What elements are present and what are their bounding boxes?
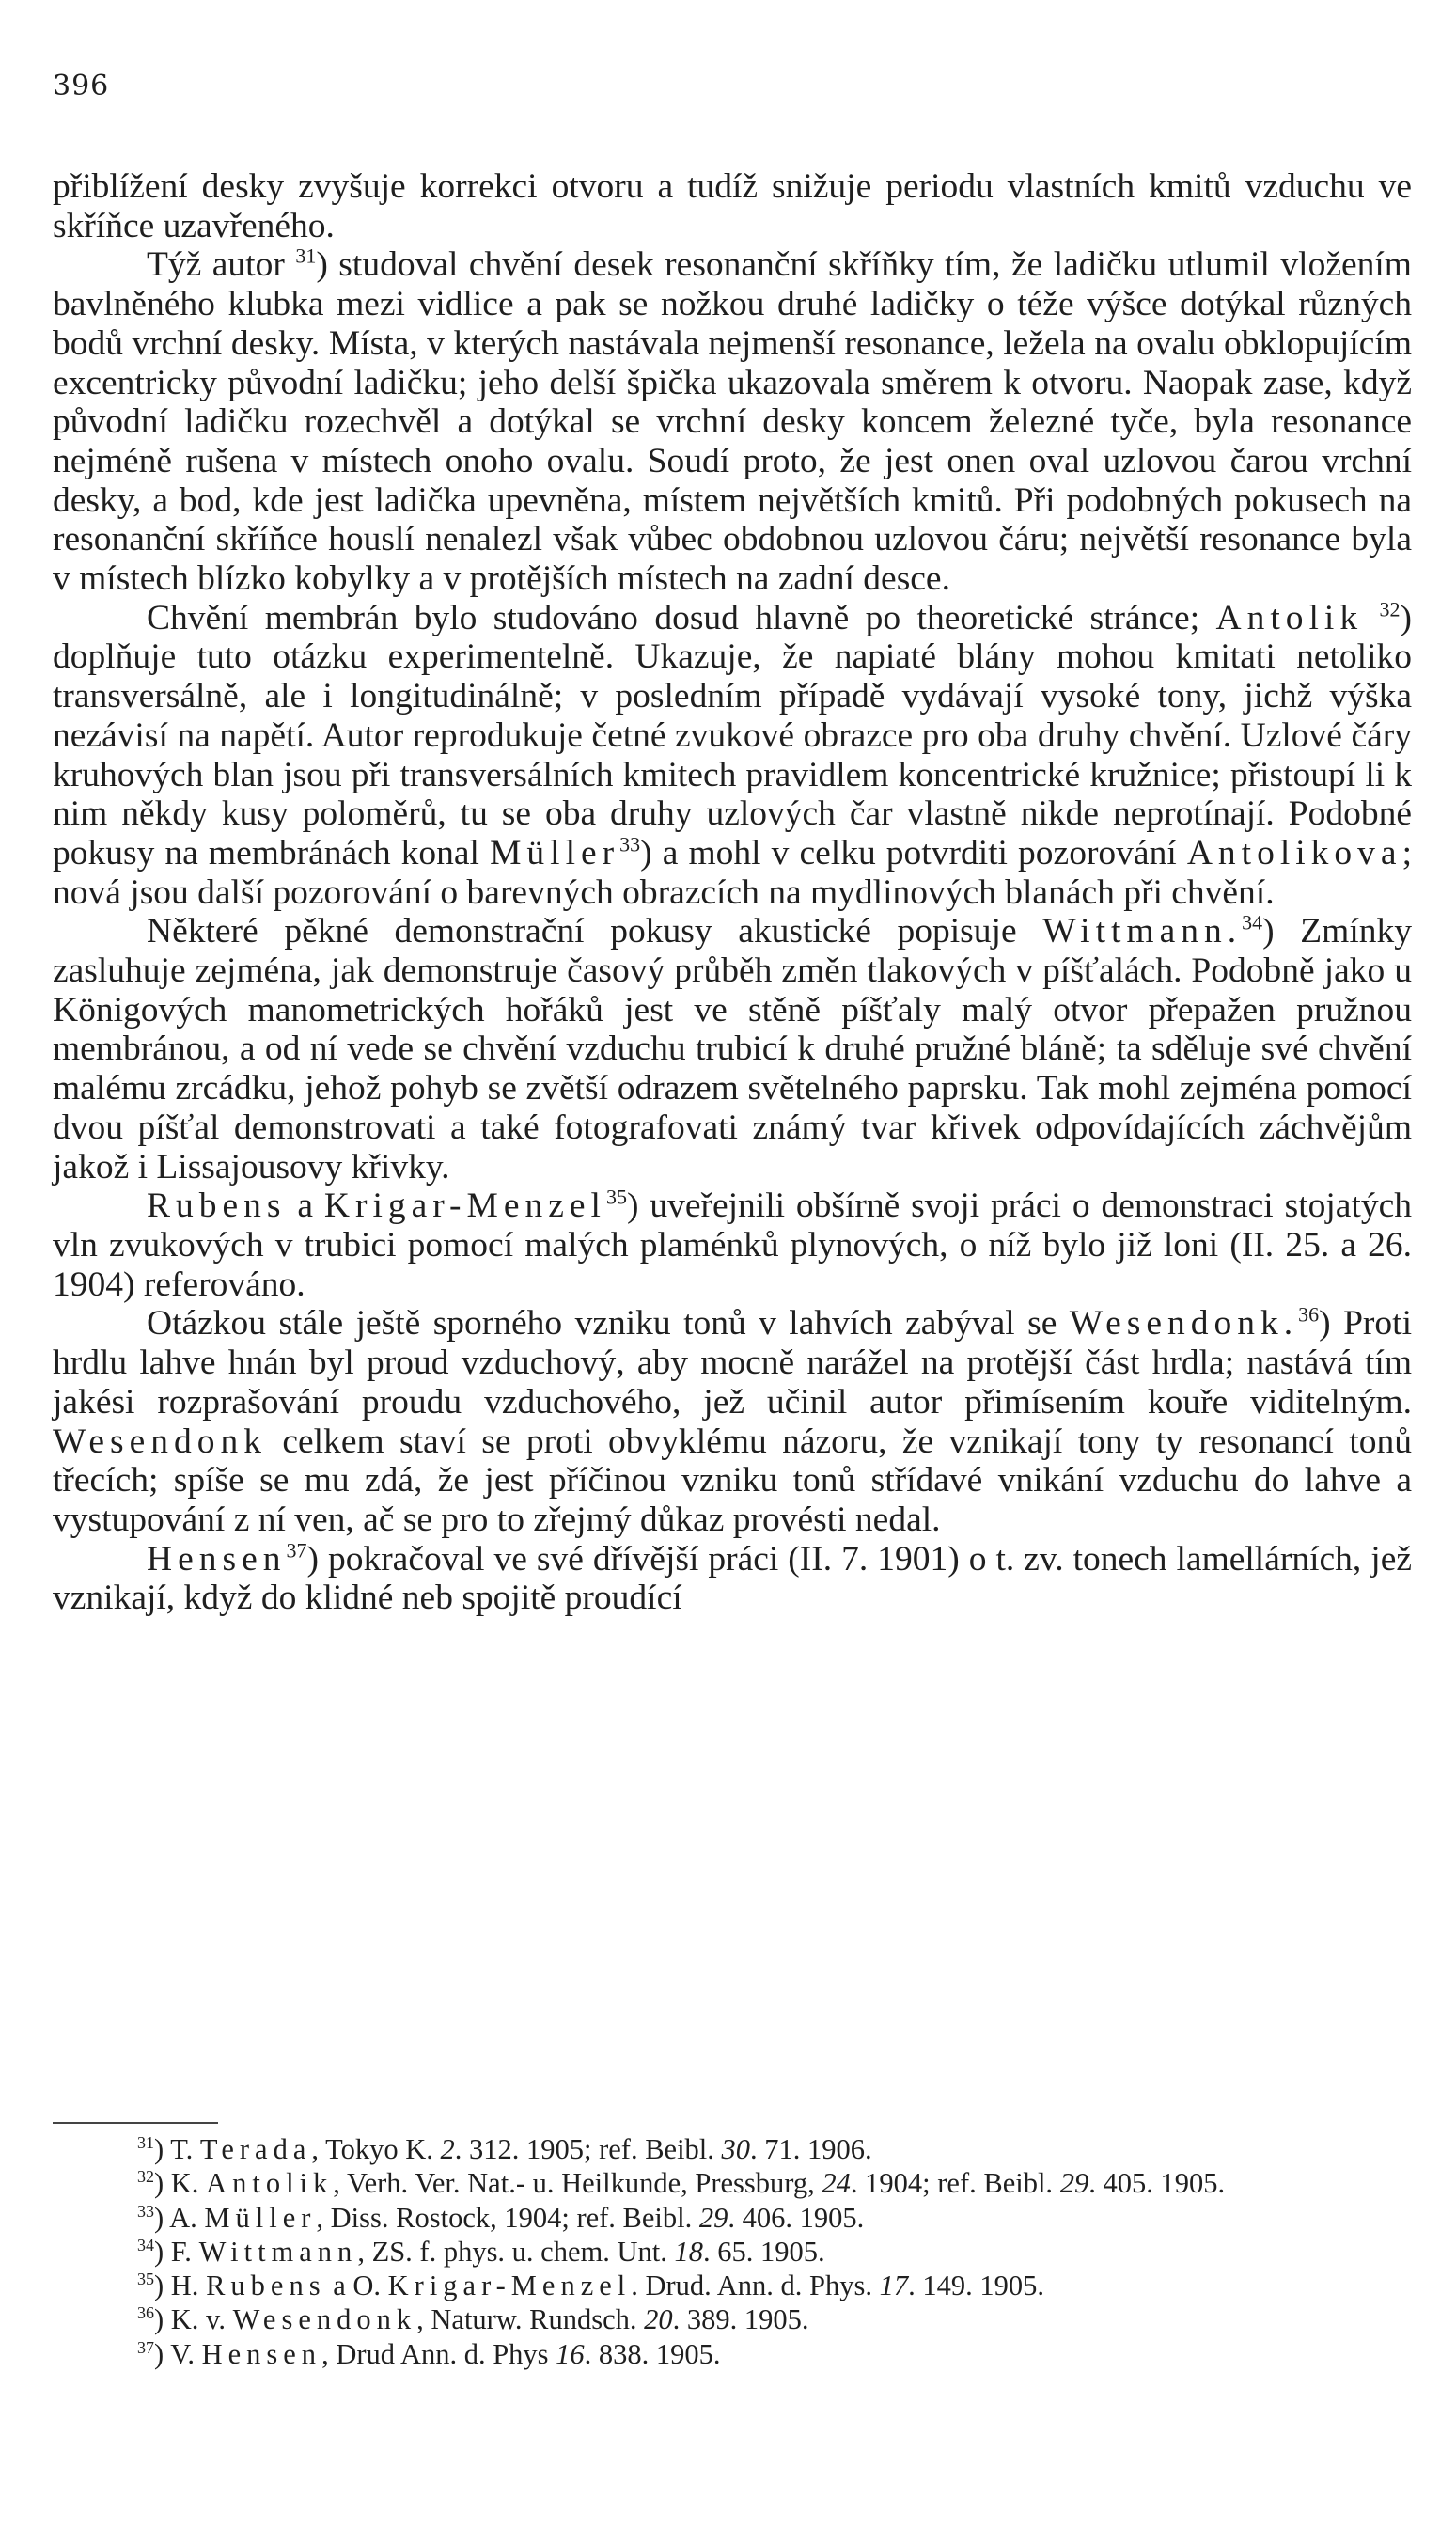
author-name: Wesendonk — [232, 2303, 417, 2336]
author-name: Antolik — [206, 2167, 334, 2200]
text-run: přiblížení desky zvyšuje korrekci otvoru a tudíž snižuje periodu vlastních kmitů vzduchu ve skříňce uzavřeného. — [53, 167, 1412, 245]
footnote — [137, 2337, 1412, 2371]
volume-number: 29 — [1059, 2167, 1089, 2200]
text-run: ; nová jsou další pozorování o barevných obrazcích na mydlinových blanách při chvění. — [53, 833, 1412, 912]
text-run: . 389. 1905. — [672, 2303, 809, 2336]
footnote — [137, 2235, 1412, 2269]
volume-number: 2 — [440, 2133, 455, 2165]
author-name: Rubens — [147, 1186, 287, 1226]
footnote-ref: 35 — [605, 1185, 627, 1209]
footnote-ref: 34 — [1242, 910, 1263, 935]
author-name: Wittmann. — [1042, 912, 1243, 951]
paragraph — [53, 912, 1412, 1186]
author-name: Antolikova — [1186, 833, 1402, 872]
footnote — [137, 2302, 1412, 2336]
author-name: Terada — [199, 2133, 312, 2165]
text-run: , ZS. f. phys. u. chem. Unt. — [357, 2235, 675, 2268]
text-run: ) studoval chvění desek resonanční skříňky tím, že ladičku utlumil vložením bavlněného klubka mezi vidlice a pak se nožkou druhé ladičky o téže výšce dotýkal různých bodů vrchní desky. Místa, v kterých nastávala nejmenší resonance, ležela na ovalu obklopujícím excentricky původní ladičku; jeho delší špička ukazovala směrem k otvoru. Naopak zase, když původní ladičku rozechvěl a dotýkal se vrchní desky koncem železné tyče, byla resonance nejméně rušena v místech onoho ovalu. Soudí proto, že jest onen oval uzlovou čarou vrchní desky, a bod, kde jest ladička upevněna, místem největších kmitů. Při podobných pokusech na resonanční skříňce houslí nenalezl však vůbec obdobnou uzlovou čáru; největší resonance byla v místech blízko kobylky a v protějších místech na zadní desce. — [53, 245, 1412, 599]
text-run: . 406. 1905. — [728, 2201, 865, 2234]
author-name: Wittmann — [198, 2235, 358, 2268]
text-run: . 405. 1905. — [1088, 2167, 1226, 2200]
text-run: . 312. 1905; ref. Beibl. — [454, 2133, 722, 2165]
page-number: 396 — [53, 70, 110, 102]
footnote — [137, 2166, 1412, 2200]
text-run: , Diss. Rostock, 1904; ref. Beibl. — [316, 2201, 699, 2234]
volume-number: 24 — [822, 2167, 851, 2200]
paragraph — [53, 599, 1412, 913]
text-run: ) T. — [154, 2133, 200, 2165]
author-name: Wesendonk — [53, 1422, 268, 1461]
footnote-ref: 36 — [1298, 1302, 1320, 1327]
author-name: Krigar-Menzel — [323, 1186, 606, 1226]
text-run: celkem staví se proti obvyklému názoru, že vznikají tony ty resonancí tonů třecích; spíše se mu zdá, že jest příčinou vzniku tonů střídavé vnikání vzduchu do lahve a vystupování z ní ven, ač se pro to zřejmý důkaz provésti nedal. — [53, 1422, 1412, 1539]
author-name: Müller — [490, 833, 620, 872]
footnote-mark: 37 — [137, 2337, 154, 2357]
text-run: ) Zmínky zasluhuje zejména, jak demonstruje časový průběh změn tlakových v píšťalách. Podobně jako u Königových manometrických hořáků jest ve stěně píšťaly malý otvor přepažen pružnou membránou, a od ní vede se chvění vzduchu trubicí k druhé pružné bláně; ta sděluje své chvění malému zrcádku, jehož pohyb se zvětší odrazem světelného paprsku. Tak mohl zejména pomocí dvou píšťal demonstrovati a také fotografovati známý tvar křivek odpovídajících záchvějům jakož i Lissajousovy křivky. — [53, 912, 1413, 1186]
text-run: ) H. — [154, 2270, 207, 2302]
footnote-mark: 34 — [137, 2235, 154, 2254]
paragraph — [53, 1304, 1412, 1539]
volume-number: 16 — [556, 2337, 585, 2370]
footnote-ref: 32 — [1379, 597, 1401, 621]
text-run: ) doplňuje tuto otázku experimentelně. Ukazuje, že napiaté blány mohou kmitati netoliko transversálně, ale i longitudinálně; v posledním případě vydávají vysoké tony, jichž výška nezávisí na napětí. Autor reprodukuje četné zvukové obrazce pro oba druhy chvění. Uzlové čáry kruhových blan jsou při transversálních kmitech pravidlem koncentrické kružnice; přistoupí li k nim někdy kusy poloměrů, tu se oba druhy uzlových čar vlastně nikde neprotínají. Podobné pokusy na membránách konal — [53, 598, 1412, 872]
text-run: . 65. 1905. — [702, 2235, 825, 2268]
author-name: Rubens — [206, 2270, 326, 2302]
text-run: . Drud. Ann. d. Phys. — [631, 2270, 880, 2302]
volume-number: 29 — [698, 2201, 728, 2234]
footnote-ref: 31 — [295, 244, 317, 268]
text-run: , Naturw. Rundsch. — [416, 2303, 645, 2336]
footnote — [137, 2269, 1412, 2302]
text-run: Otázkou stále ještě sporného vzniku tonů v lahvích zabýval se — [147, 1304, 1070, 1343]
text-run: ) uveřejnili obšírně svoji práci o demonstraci stojatých vln zvukových v trubici pomocí malých plaménků plynových, o níž bylo již loni (II. 25. a 26. 1904) referováno. — [53, 1186, 1412, 1304]
author-name: Hensen — [147, 1539, 287, 1579]
footnote-mark: 36 — [137, 2303, 154, 2323]
text-run: Chvění membrán bylo studováno dosud hlavně po theoretické stránce; — [147, 598, 1216, 637]
body-text — [53, 167, 1412, 1618]
text-run: Některé pěkné demonstrační pokusy akustické popisuje — [147, 912, 1043, 951]
volume-number: 30 — [721, 2133, 751, 2165]
text-run: ) pokračoval ve své dřívější práci (II. 7. 1901) o t. zv. tonech lamellárních, jež vznikají, když do klidné neb spojitě proudící — [53, 1539, 1412, 1618]
paragraph — [53, 167, 1412, 245]
text-run: . 1904; ref. Beibl. — [850, 2167, 1060, 2200]
paragraph — [53, 1186, 1412, 1304]
text-run: , Drud Ann. d. Phys — [321, 2337, 556, 2370]
text-run: . 149. 1905. — [908, 2270, 1044, 2302]
text-run: , Verh. Ver. Nat.- u. Heilkunde, Pressburg, — [333, 2167, 822, 2200]
text-run: ) F. — [154, 2235, 199, 2268]
text-run: a O. — [325, 2270, 388, 2302]
footnote-ref: 33 — [619, 832, 641, 856]
footnote-mark: 32 — [137, 2167, 154, 2187]
footnote-mark: 33 — [137, 2201, 154, 2221]
author-name: Wesendonk. — [1069, 1304, 1299, 1343]
paragraph — [53, 1540, 1412, 1618]
footnotes — [137, 2132, 1412, 2371]
footnote-ref: 37 — [286, 1538, 307, 1563]
paragraph — [53, 245, 1412, 598]
footnote — [137, 2201, 1412, 2235]
text-run — [1363, 599, 1379, 637]
text-run: . 71. 1906. — [750, 2133, 872, 2165]
author-name: Müller — [204, 2201, 317, 2234]
footnote-rule — [53, 2122, 218, 2124]
author-name: Krigar-Menzel — [387, 2270, 632, 2302]
author-name: Antolik — [1215, 598, 1364, 637]
author-name: Hensen — [201, 2337, 322, 2370]
text-run: , Tokyo K. — [311, 2133, 441, 2165]
text-run: ) Proti hrdlu lahve hnán byl proud vzduchový, aby mocně narážel na protější část hrdla; nastává tím jakési rozprašování proudu vzduchového, jež učinil autor přimísením kouře viditelným. — [53, 1304, 1413, 1422]
footnote-mark: 31 — [137, 2132, 154, 2152]
text-run: ) K. — [154, 2167, 207, 2200]
volume-number: 20 — [644, 2303, 673, 2336]
text-run: Týž autor — [147, 245, 296, 285]
volume-number: 17 — [879, 2270, 909, 2302]
text-run: . 838. 1905. — [584, 2337, 721, 2370]
text-run: ) a mohl v celku potvrditi pozorování — [640, 833, 1187, 872]
footnote — [137, 2132, 1412, 2166]
text-run: ) V. — [154, 2337, 202, 2370]
text-run: ) A. — [154, 2201, 205, 2234]
volume-number: 18 — [674, 2235, 703, 2268]
text-run: a — [286, 1186, 324, 1226]
footnote-mark: 35 — [137, 2270, 154, 2289]
text-run: ) K. v. — [154, 2303, 233, 2336]
